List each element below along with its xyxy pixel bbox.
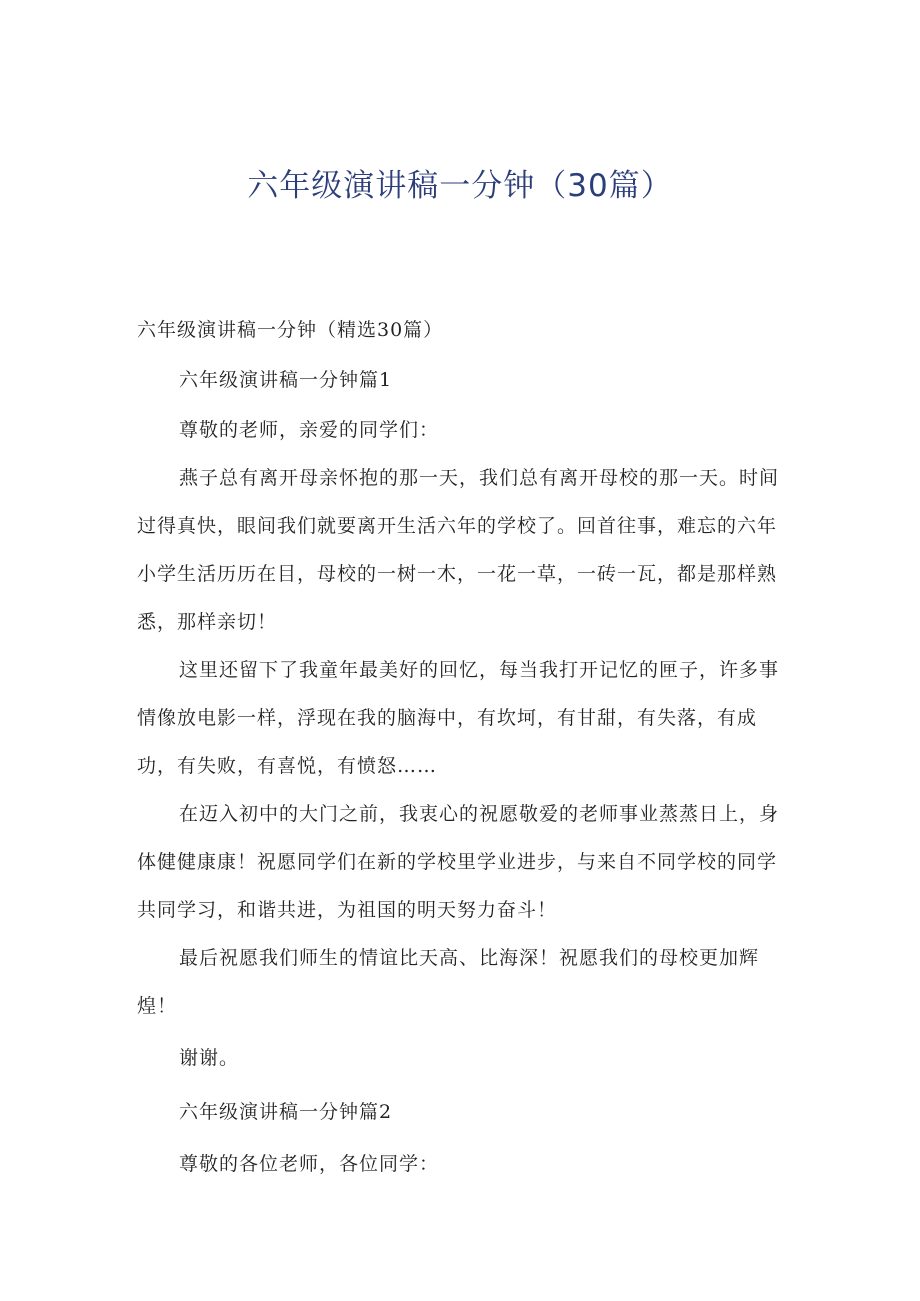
section-heading-2: 六年级演讲稿一分钟篇2 (179, 1101, 393, 1123)
document-title: 六年级演讲稿一分钟（30篇） (247, 168, 673, 204)
paragraph-1-line-2: 过得真快，眼间我们就要离开生活六年的学校了。回首往事，难忘的六年 (137, 515, 778, 537)
paragraph-4-line-2: 煌！ (137, 995, 178, 1017)
greeting-1: 尊敬的老师，亲爱的同学们： (179, 419, 440, 441)
document-subtitle: 六年级演讲稿一分钟（精选30篇） (137, 319, 444, 341)
paragraph-3-line-1: 在迈入初中的大门之前，我衷心的祝愿敬爱的老师事业蒸蒸日上，身 (179, 803, 780, 825)
paragraph-3-line-2: 体健健康康！祝愿同学们在新的学校里学业进步，与来自不同学校的同学 (137, 851, 778, 873)
section-heading-1: 六年级演讲稿一分钟篇1 (179, 369, 393, 391)
paragraph-1-line-4: 悉，那样亲切！ (137, 611, 278, 633)
thanks-line: 谢谢。 (179, 1047, 240, 1069)
paragraph-2-line-1: 这里还留下了我童年最美好的回忆，每当我打开记忆的匣子，许多事 (179, 659, 780, 681)
paragraph-1-line-3: 小学生活历历在目，母校的一树一木，一花一草，一砖一瓦，都是那样熟 (137, 563, 778, 585)
paragraph-2-line-2: 情像放电影一样，浮现在我的脑海中，有坎坷，有甘甜，有失落，有成 (137, 707, 758, 729)
paragraph-4-line-1: 最后祝愿我们师生的情谊比天高、比海深！祝愿我们的母校更加辉 (179, 947, 760, 969)
greeting-2: 尊敬的各位老师，各位同学： (179, 1153, 440, 1175)
paragraph-3-line-3: 共同学习，和谐共进，为祖国的明天努力奋斗！ (137, 899, 558, 921)
paragraph-2-line-3: 功，有失败，有喜悦，有愤怒…… (137, 755, 438, 777)
paragraph-1-line-1: 燕子总有离开母亲怀抱的那一天，我们总有离开母校的那一天。时间 (179, 467, 780, 489)
